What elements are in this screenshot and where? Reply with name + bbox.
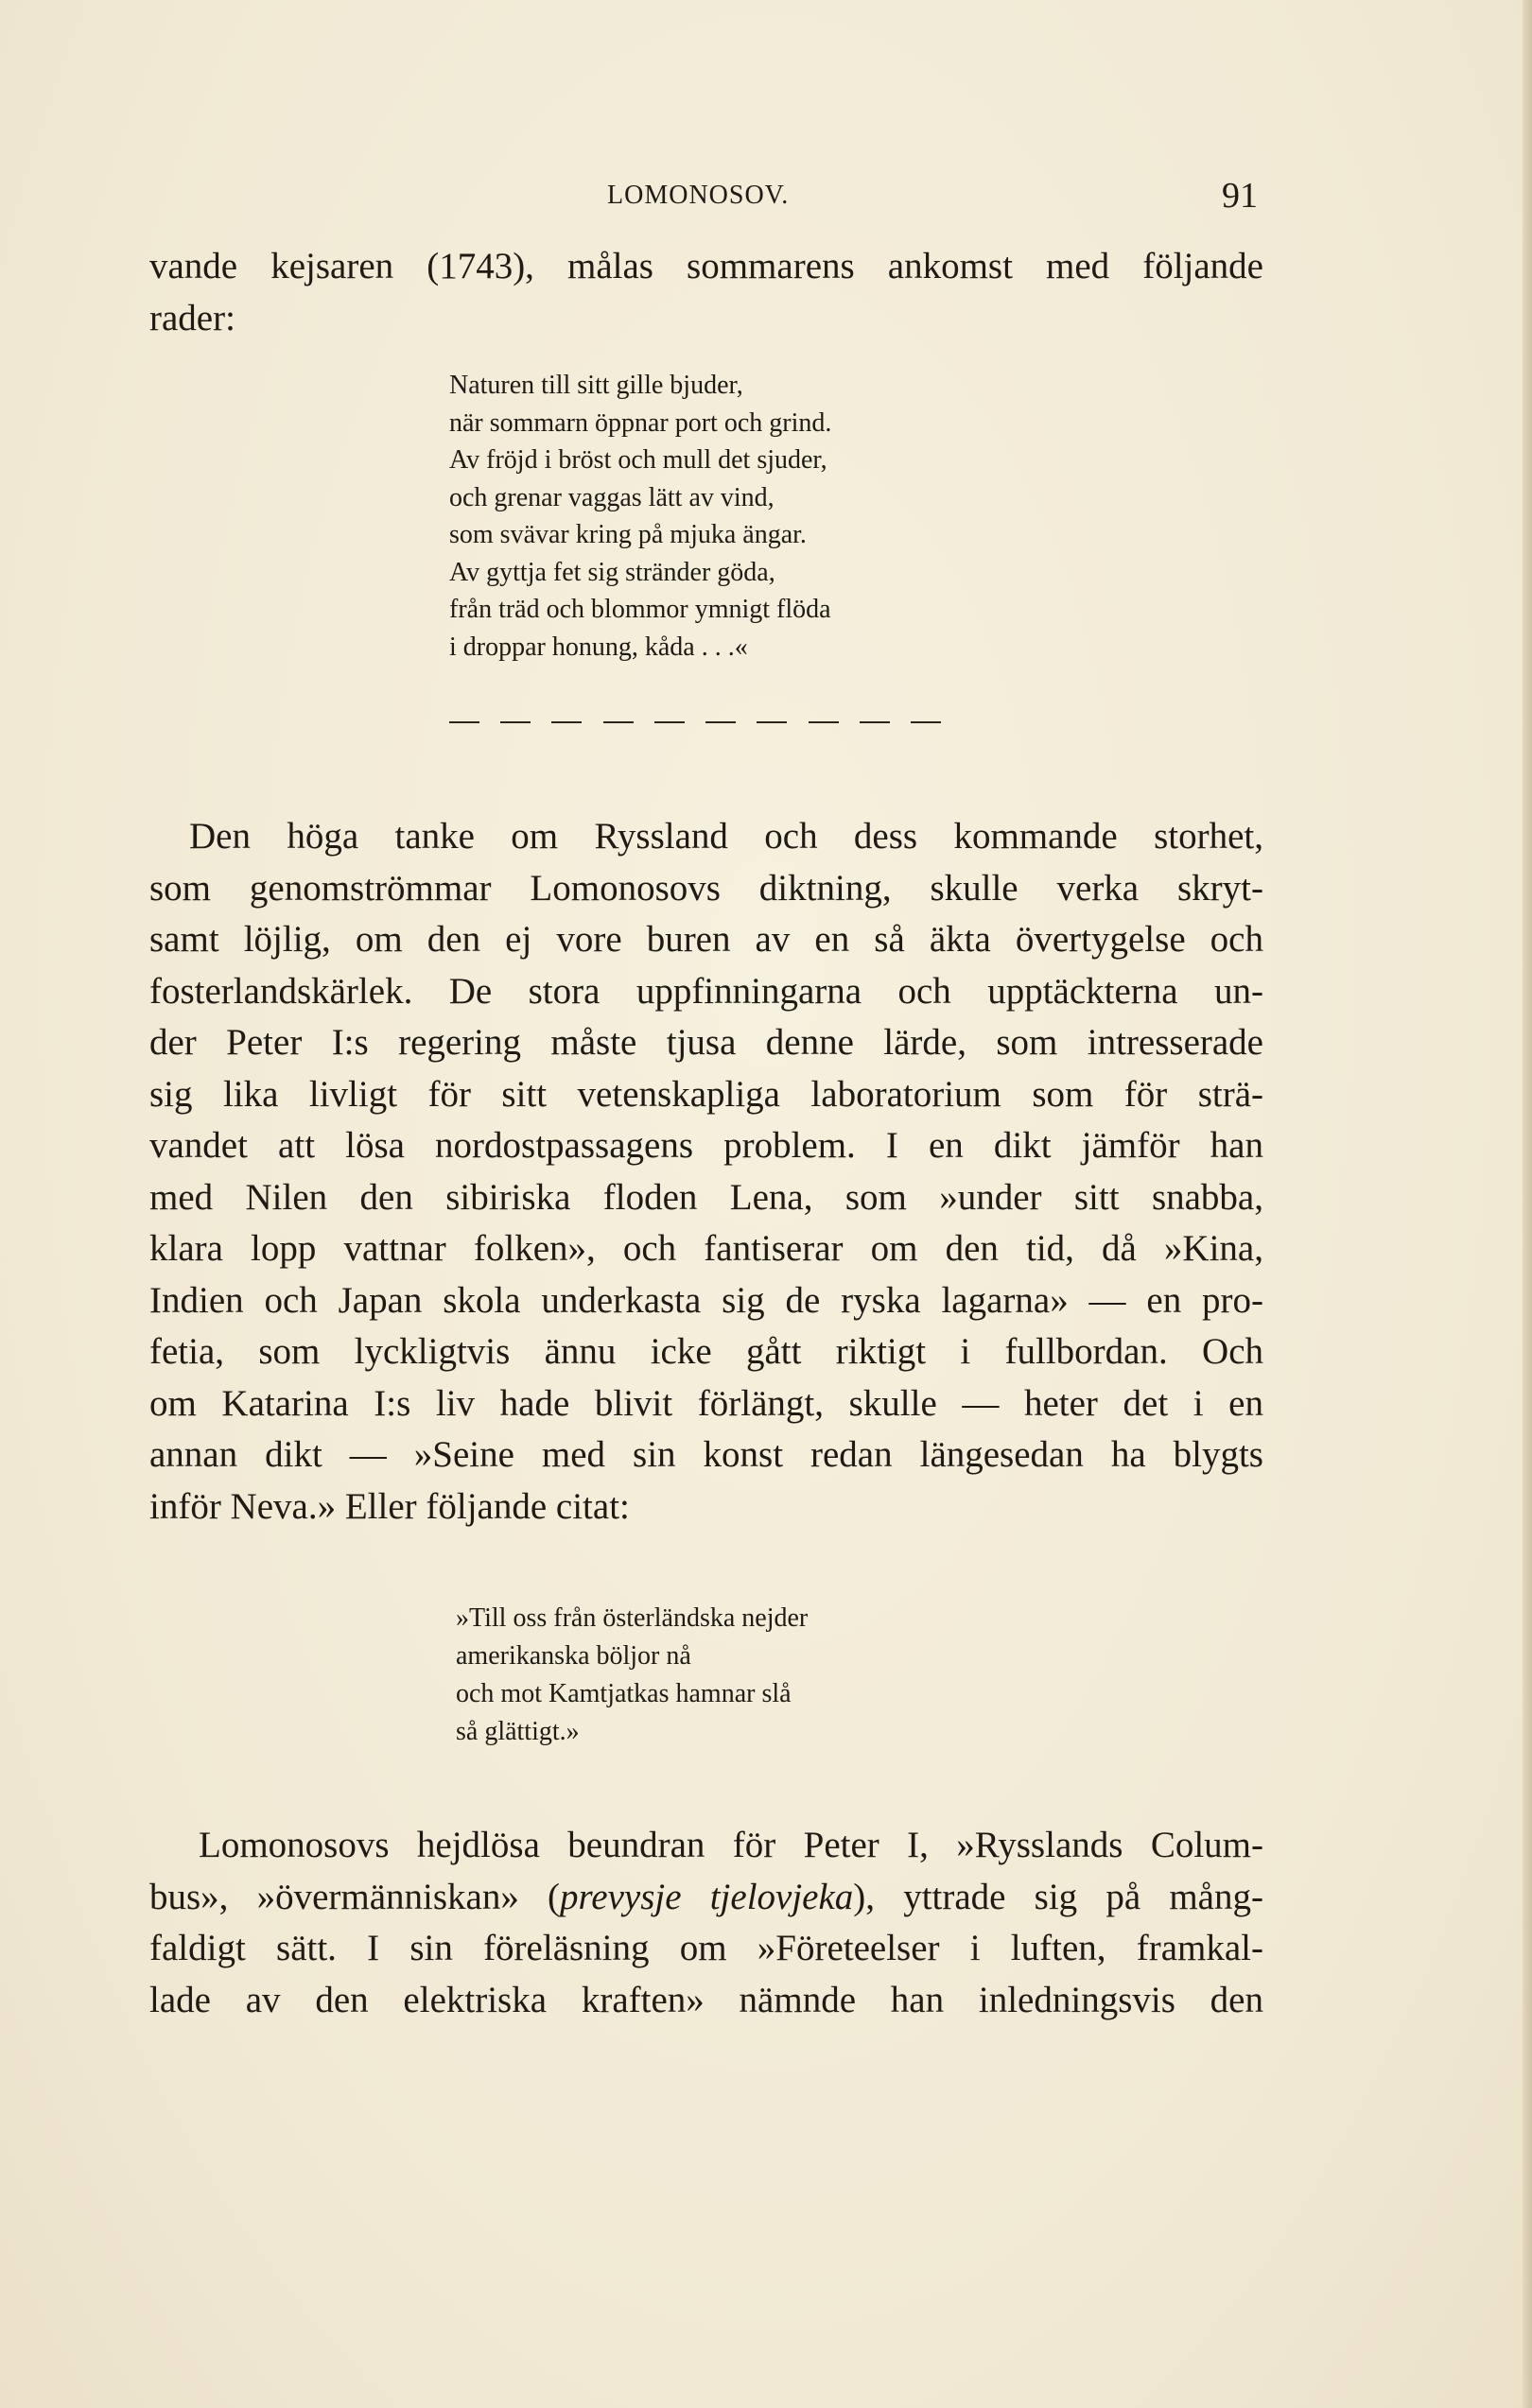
page-edge — [1523, 0, 1532, 2408]
poem-line: när sommarn öppnar port och grind. — [449, 407, 832, 438]
poem-stanza — [449, 367, 831, 666]
text-line: der Peter I:s regering måste tjusa denne lärde, som intresserade — [149, 1022, 1263, 1063]
text-segment: ), yttrade sig på mång- — [853, 1876, 1263, 1917]
page-header — [151, 175, 1258, 222]
quoted-verse — [456, 1600, 808, 1751]
text-segment: bus», »övermänniskan» ( — [149, 1876, 561, 1917]
text-line: som genomströmmar Lomonosovs diktning, skulle verka skryt- — [149, 867, 1263, 909]
text-line: samt löjlig, om den ej vore buren av en så äkta övertygelse och — [149, 919, 1263, 960]
running-head: LOMONOSOV. — [607, 181, 790, 210]
text-line: vandet att lösa nordostpassagens problem. I en dikt jämför han — [149, 1125, 1263, 1166]
poem-line: i droppar honung, kåda . . .« — [449, 632, 748, 662]
quote-line: så glättigt.» — [456, 1717, 580, 1746]
text-line: sig lika livligt för sitt vetenskapliga laboratorium som för strä- — [149, 1073, 1263, 1115]
poem-line: och grenar vaggas lätt av vind, — [449, 482, 775, 512]
intro-paragraph — [149, 241, 1263, 344]
text-line: faldigt sätt. I sin föreläsning om »Företeelser i luften, framkal- — [149, 1928, 1263, 1968]
poem-line: Av fröjd i bröst och mull det sjuder, — [449, 445, 827, 475]
text-line: Lomonosovs hejdlösa beundran för Peter I, »Rysslands Colum- — [199, 1825, 1263, 1865]
text-line: lade av den elektriska kraften» nämnde han inledningsvis den — [149, 1979, 1263, 2020]
poem-line: från träd och blommor ymnigt flöda — [449, 595, 831, 624]
text-line: fetia, som lyckligtvis ännu icke gått riktigt i fullbordan. Och — [149, 1331, 1263, 1372]
text-line: vande kejsaren (1743), målas sommarens ankomst med följande — [149, 246, 1263, 286]
text-line: om Katarina I:s liv hade blivit förlängt, skulle — heter det i en — [149, 1382, 1263, 1424]
text-line: rader: — [149, 297, 235, 338]
page-number: 91 — [1222, 176, 1258, 216]
text-line: inför Neva.» Eller följande citat: — [149, 1485, 630, 1527]
text-line: Den höga tanke om Ryssland och dess kommande storhet, — [189, 816, 1263, 857]
quote-line: och mot Kamtjatkas hamnar slå — [456, 1679, 792, 1708]
poem-line: som svävar kring på mjuka ängar. — [449, 520, 807, 549]
russian-term: prevysje tjelovjeka — [560, 1876, 854, 1917]
closing-paragraph — [149, 1820, 1263, 2026]
text-line: annan dikt — »Seine med sin konst redan längesedan ha blygts — [149, 1434, 1263, 1475]
body-paragraph — [149, 811, 1263, 1533]
poem-line: Naturen till sitt gille bjuder, — [449, 371, 743, 400]
text-line: klara lopp vattnar folken», och fantiserar om den tid, då »Kina, — [149, 1228, 1263, 1269]
text-line: med Nilen den sibiriska floden Lena, som »under sitt snabba, — [149, 1176, 1263, 1218]
quote-line: amerikanska böljor nå — [456, 1641, 691, 1671]
text-line: fosterlandskärlek. De stora uppfinningarna och upptäckterna un- — [149, 970, 1263, 1012]
text-line: Indien och Japan skola underkasta sig de ryska lagarna» — en pro- — [149, 1279, 1263, 1321]
quote-line: »Till oss från österländska nejder — [456, 1603, 809, 1633]
ellipsis-dash-rule — [449, 711, 941, 734]
text-line — [149, 1872, 1263, 1924]
poem-line: Av gyttja fet sig stränder göda, — [449, 557, 775, 587]
